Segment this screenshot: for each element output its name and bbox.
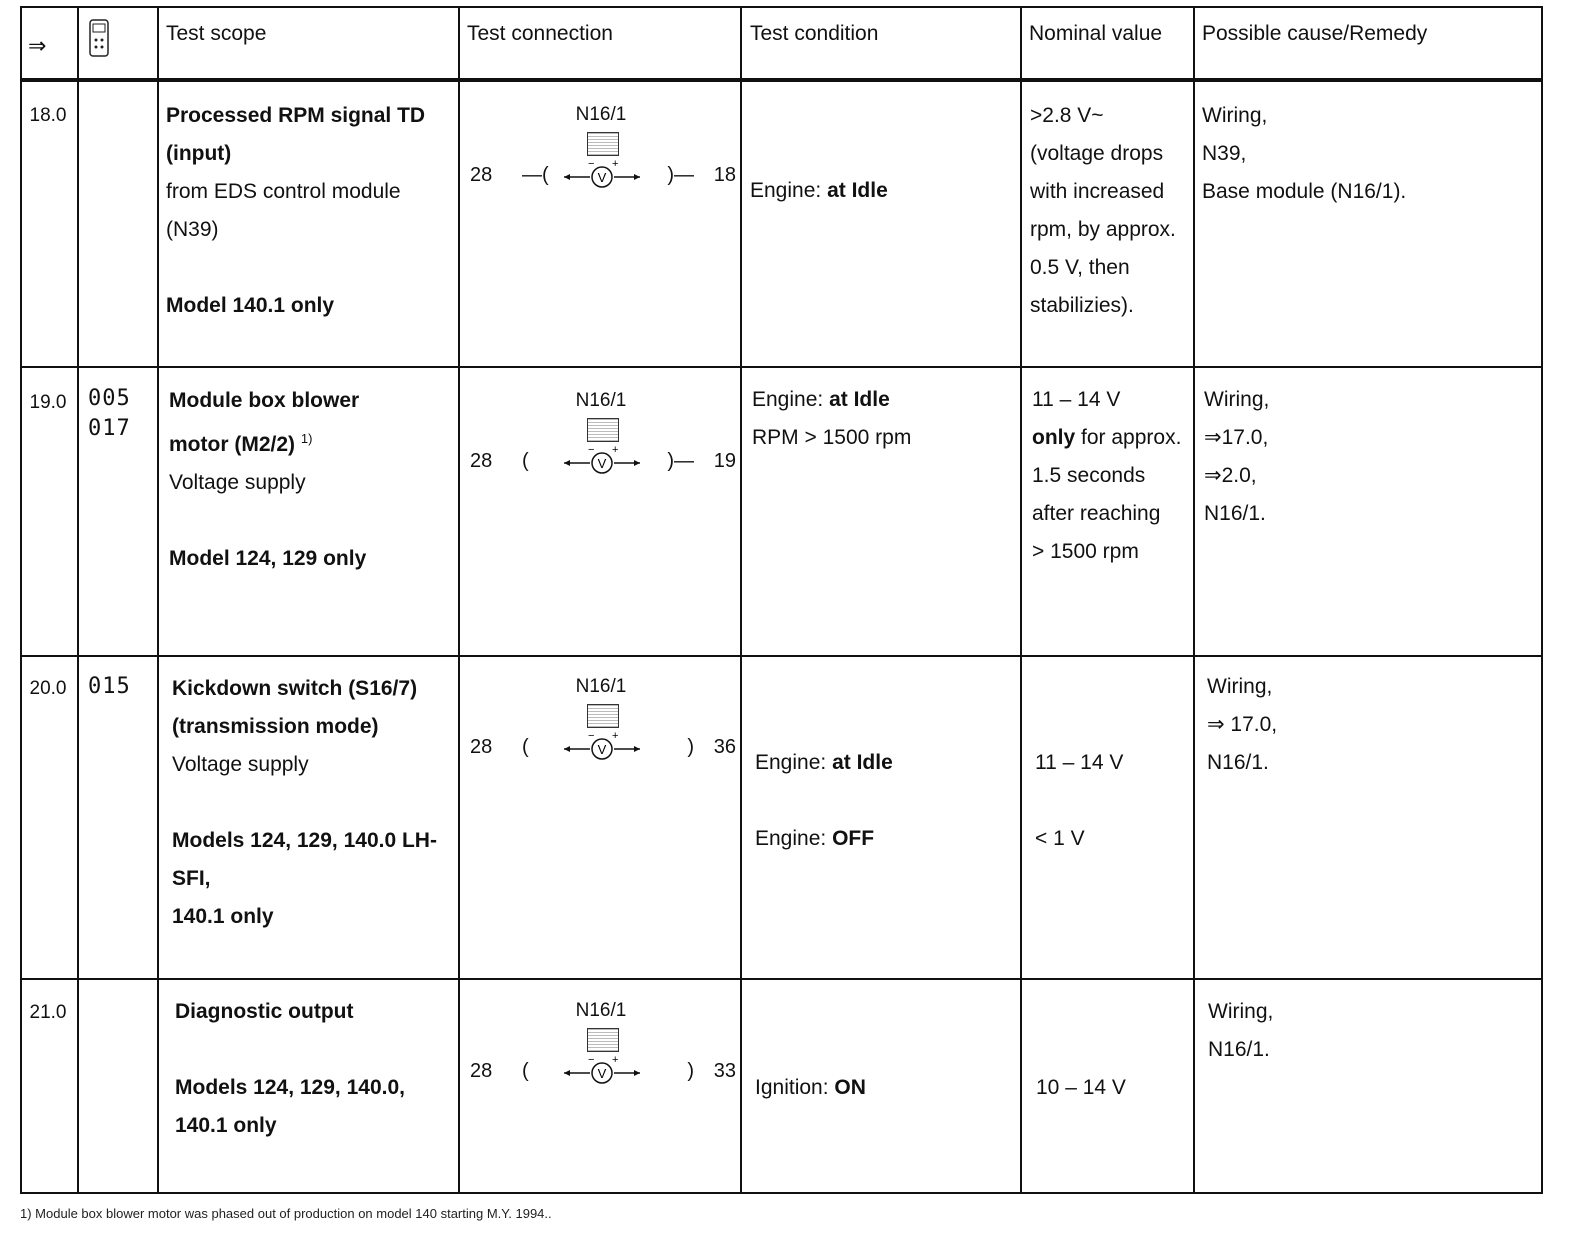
nominal-line: > 1500 rpm (1032, 540, 1139, 563)
header-test-connection: Test connection (467, 22, 613, 45)
scope-model: Models 124, 129, 140.0, (175, 1076, 405, 1099)
nominal-value-cell (1035, 744, 1190, 858)
scope-model: Models 124, 129, 140.0 LH- (172, 829, 437, 852)
pin-left: 28 (470, 164, 493, 186)
condition-label: Engine: (755, 827, 827, 850)
test-scope-cell (169, 382, 455, 578)
test-condition-cell (752, 381, 911, 457)
cause-line: Wiring, (1207, 675, 1273, 698)
socket-right-icon: ) (687, 1060, 694, 1082)
cause-line: N39, (1202, 142, 1247, 165)
header-divider (20, 78, 1543, 82)
scope-title: Processed RPM signal TD (166, 104, 426, 127)
socket-right-icon: )— (667, 164, 694, 186)
nominal-line: with increased (1030, 180, 1165, 203)
nominal-line: 11 – 14 V (1035, 751, 1124, 774)
cause-line: Wiring, (1202, 104, 1268, 127)
fault-code: 017 (88, 416, 131, 441)
test-condition-cell (750, 172, 888, 210)
pin-right: 36 (713, 736, 736, 758)
module-label: N16/1 (575, 104, 627, 125)
test-condition-cell (755, 1069, 866, 1107)
condition-label: Ignition: (755, 1076, 829, 1099)
cause-line: Wiring, (1204, 388, 1270, 411)
connector-box-icon (587, 704, 619, 728)
voltmeter-icon (562, 444, 642, 482)
nominal-value-cell (1036, 1069, 1126, 1107)
condition-label: Engine: (750, 179, 822, 202)
header-possible-cause: Possible cause/Remedy (1202, 22, 1428, 45)
nominal-value-cell (1030, 97, 1190, 325)
row-divider (20, 978, 1543, 980)
fault-code: 015 (88, 674, 131, 699)
condition-value: at Idle (829, 388, 890, 411)
scope-title: (transmission mode) (172, 715, 379, 738)
socket-right-icon: )— (667, 450, 694, 472)
scope-text: (N39) (166, 218, 219, 241)
module-label: N16/1 (575, 1000, 627, 1021)
fault-code: 005 (88, 386, 131, 411)
grid-line (740, 6, 742, 1194)
voltmeter-icon (562, 158, 642, 196)
condition-value: at Idle (827, 179, 888, 202)
test-scope-cell (172, 670, 456, 936)
scope-title: Diagnostic output (175, 1000, 354, 1023)
svg-text:+: + (612, 1054, 619, 1066)
tester-icon (88, 18, 110, 58)
connector-box-icon (587, 418, 619, 442)
connector-box-icon (587, 1028, 619, 1052)
svg-text:−: − (588, 158, 595, 170)
nominal-line: (voltage drops (1030, 142, 1164, 165)
test-connection-diagram (462, 676, 740, 796)
svg-text:−: − (588, 444, 595, 456)
scope-text: Voltage supply (172, 753, 309, 776)
possible-cause-cell (1202, 97, 1406, 211)
nominal-line: rpm, by approx. (1030, 218, 1176, 241)
cause-line: Wiring, (1208, 1000, 1274, 1023)
grid-line (1020, 6, 1022, 1194)
condition-extra: RPM > 1500 rpm (752, 426, 912, 449)
scope-text: Voltage supply (169, 471, 306, 494)
condition-value: at Idle (832, 751, 893, 774)
svg-text:−: − (588, 730, 595, 742)
cause-reference: ⇒2.0, (1204, 464, 1257, 487)
scope-text: from EDS control module (166, 180, 401, 203)
socket-left-icon: ( (522, 736, 529, 758)
test-connection-diagram (462, 1000, 740, 1120)
condition-value: ON (834, 1076, 866, 1099)
test-connection-diagram (462, 390, 740, 510)
step-number: 21.0 (29, 1002, 67, 1023)
svg-text:+: + (612, 444, 619, 456)
footnote-mark: 1) (300, 431, 313, 446)
possible-cause-cell (1207, 668, 1277, 782)
scope-model: 140.1 only (172, 905, 274, 928)
grid-line (157, 6, 159, 1194)
nominal-line: < 1 V (1035, 827, 1085, 850)
scope-model: SFI, (172, 867, 211, 890)
svg-text:−: − (588, 1054, 595, 1066)
svg-text:V: V (597, 170, 607, 185)
possible-cause-cell (1208, 993, 1273, 1069)
test-scope-cell (175, 993, 457, 1145)
socket-left-icon: ( (522, 450, 529, 472)
module-label: N16/1 (575, 390, 627, 411)
socket-right-icon: ) (687, 736, 694, 758)
header-arrow: ⇒ (28, 33, 47, 58)
cause-line: N16/1. (1208, 1038, 1270, 1061)
possible-cause-cell (1204, 381, 1269, 533)
socket-left-icon: —( (522, 164, 549, 186)
grid-line (458, 6, 460, 1194)
scope-title: motor (M2/2) (169, 433, 295, 456)
step-number: 18.0 (29, 105, 67, 126)
nominal-line: >2.8 V~ (1030, 104, 1104, 127)
header-test-scope: Test scope (166, 22, 267, 45)
pin-right: 18 (713, 164, 736, 186)
step-number: 20.0 (29, 678, 67, 699)
pin-right: 19 (713, 450, 736, 472)
voltmeter-icon (562, 1054, 642, 1092)
pin-left: 28 (470, 1060, 493, 1082)
cause-line: Base module (N16/1). (1202, 180, 1407, 203)
grid-line (77, 6, 79, 1194)
connector-box-icon (587, 132, 619, 156)
nominal-line: 10 – 14 V (1036, 1076, 1126, 1099)
voltmeter-icon (562, 730, 642, 768)
nominal-line: after reaching (1032, 502, 1161, 525)
footnote: 1) Module box blower motor was phased out of production on model 140 starting M.Y. 1994.. (20, 1206, 552, 1221)
test-scope-cell (166, 97, 452, 325)
test-condition-cell (755, 744, 893, 858)
module-label: N16/1 (575, 676, 627, 697)
scope-model: Model 124, 129 only (169, 547, 367, 570)
nominal-line: for approx. (1081, 426, 1182, 449)
condition-label: Engine: (752, 388, 824, 411)
nominal-line: 0.5 V, then (1030, 256, 1130, 279)
header-test-condition: Test condition (750, 22, 879, 45)
header-nominal-value: Nominal value (1029, 22, 1163, 45)
nominal-emphasis: only (1032, 426, 1076, 449)
svg-text:V: V (597, 456, 607, 471)
nominal-line: 1.5 seconds (1032, 464, 1146, 487)
nominal-value-cell (1032, 381, 1192, 571)
scope-title: (input) (166, 142, 232, 165)
svg-text:+: + (612, 158, 619, 170)
scope-title: Kickdown switch (S16/7) (172, 677, 418, 700)
condition-value: OFF (832, 827, 875, 850)
svg-text:V: V (597, 742, 607, 757)
step-number: 19.0 (29, 392, 67, 413)
row-divider (20, 366, 1543, 368)
cause-reference: ⇒ 17.0, (1207, 713, 1278, 736)
scope-model: 140.1 only (175, 1114, 277, 1137)
svg-text:+: + (612, 730, 619, 742)
pin-left: 28 (470, 736, 493, 758)
socket-left-icon: ( (522, 1060, 529, 1082)
condition-label: Engine: (755, 751, 827, 774)
pin-left: 28 (470, 450, 493, 472)
cause-line: N16/1. (1204, 502, 1266, 525)
nominal-line: stabilizies). (1030, 294, 1134, 317)
test-connection-diagram (462, 104, 740, 224)
grid-line (1193, 6, 1195, 1194)
nominal-line: 11 – 14 V (1032, 388, 1121, 411)
cause-line: N16/1. (1207, 751, 1269, 774)
cause-reference: ⇒17.0, (1204, 426, 1269, 449)
row-divider (20, 655, 1543, 657)
scope-model: Model 140.1 only (166, 294, 335, 317)
svg-text:V: V (597, 1066, 607, 1081)
pin-right: 33 (713, 1060, 736, 1082)
scope-title: Module box blower (169, 389, 360, 412)
